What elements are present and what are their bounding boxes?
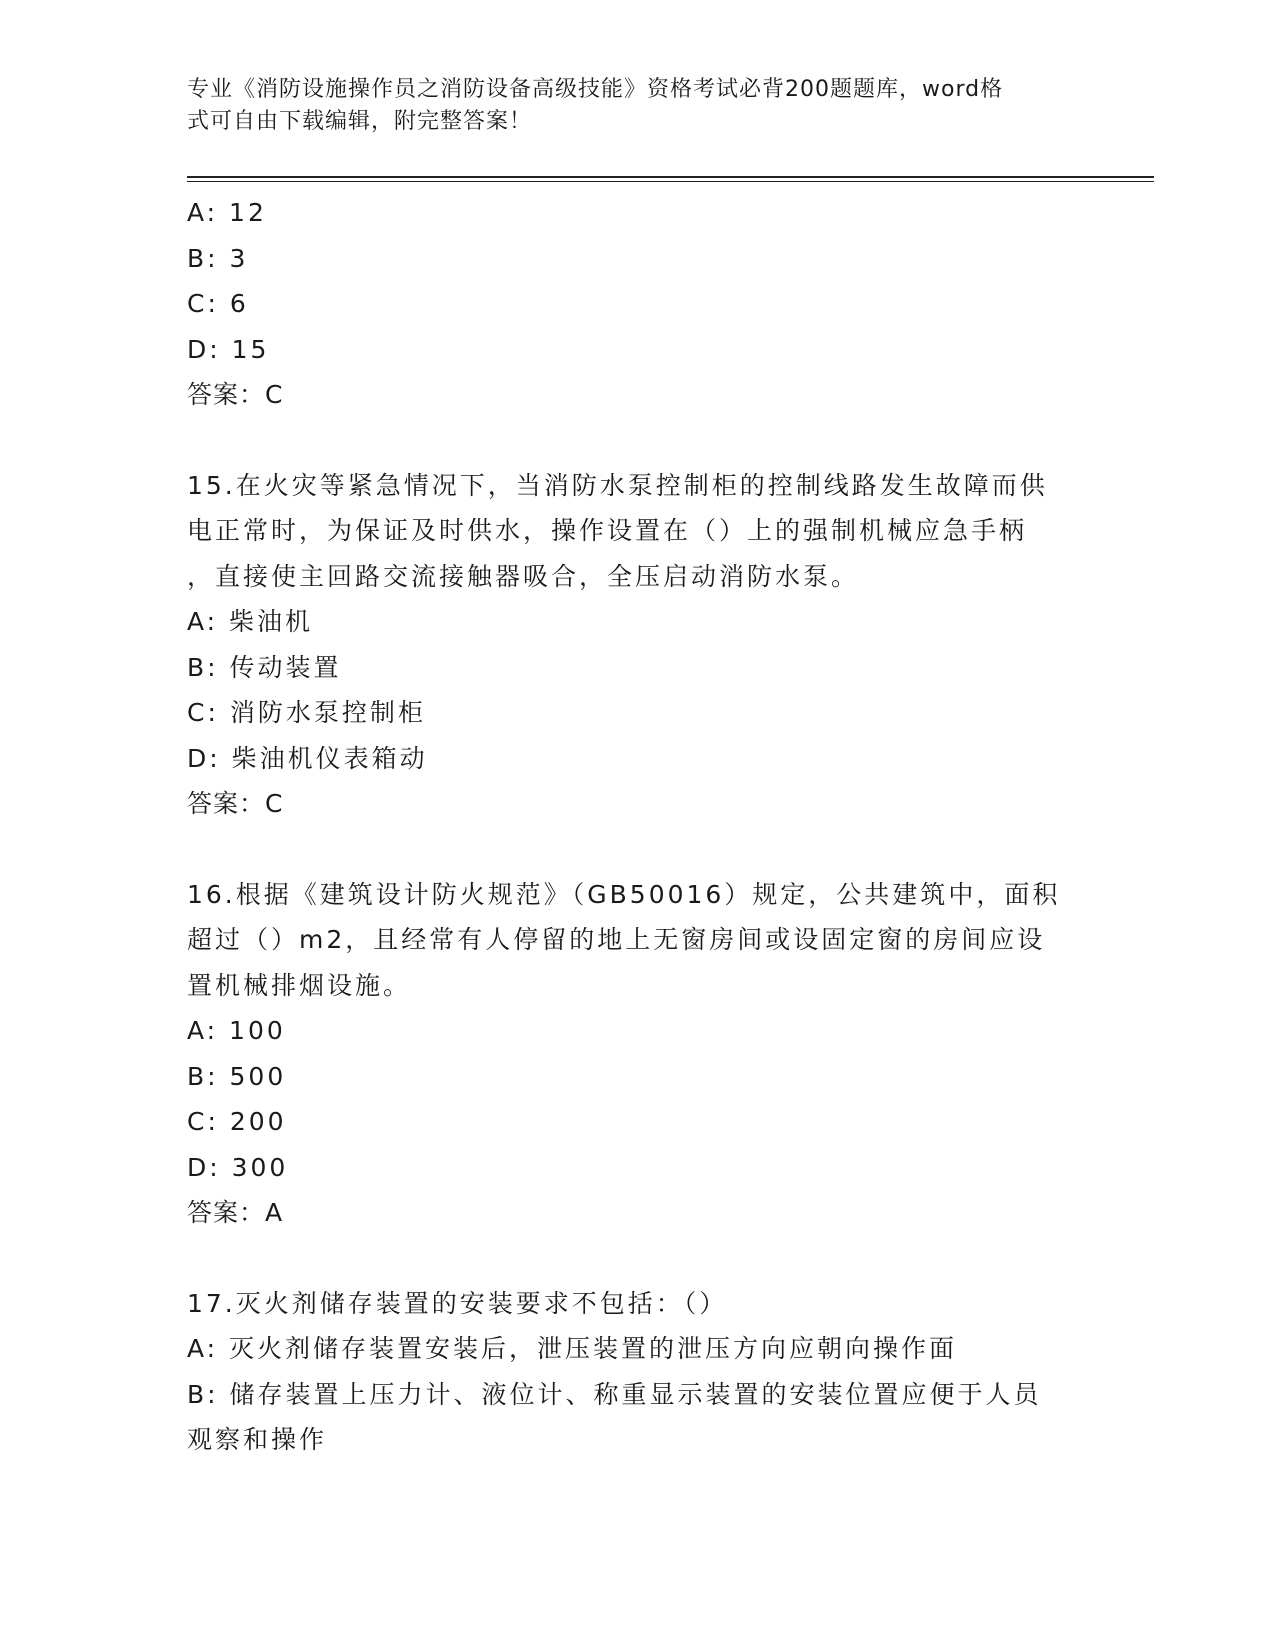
- option-d: D: 15: [187, 334, 270, 364]
- answer-line: 答案：C: [187, 380, 284, 409]
- document-header: [187, 74, 1067, 138]
- question-text: [187, 872, 1077, 1009]
- question-15: [187, 463, 1087, 827]
- question-text: [187, 463, 1077, 600]
- question-14-tail: [187, 190, 1087, 418]
- answer-line: 答案：C: [187, 789, 284, 818]
- option-c: C: 6: [187, 289, 249, 318]
- option-a: A: 灭火剂储存装置安装后，泄压装置的泄压方向应朝向操作面: [187, 1334, 958, 1363]
- option-b-continued: 观察和操作: [187, 1425, 328, 1454]
- option-b: B: 传动装置: [187, 652, 342, 682]
- option-b: B: 3: [187, 243, 249, 273]
- option-d: D: 300: [187, 1152, 289, 1182]
- header-rule-thin: [187, 181, 1154, 182]
- header-title-line-2: 式可自由下载编辑，附完整答案！: [187, 109, 533, 134]
- question-16: [187, 872, 1087, 1236]
- option-d: D: 柴油机仪表箱动: [187, 743, 428, 773]
- option-c: C: 200: [187, 1107, 287, 1136]
- option-c: C: 消防水泵控制柜: [187, 698, 426, 727]
- question-text-line: 17.灭火剂储存装置的安装要求不包括：（）: [187, 1288, 728, 1318]
- option-a: A: 柴油机: [187, 607, 314, 636]
- option-b: B: 储存装置上压力计、液位计、称重显示装置的安装位置应便于人员: [187, 1379, 1042, 1409]
- header-title-line-1: 专业《消防设施操作员之消防设备高级技能》资格考试必背200题题库，word格: [187, 77, 1004, 102]
- question-text-line: 超过（）m2，且经常有人停留的地上无窗房间或设固定窗的房间应设: [187, 925, 1046, 954]
- option-a: A: 12: [187, 198, 267, 227]
- option-b: B: 500: [187, 1061, 287, 1091]
- question-17: [187, 1281, 1087, 1463]
- question-text-line: 电正常时，为保证及时供水，操作设置在（）上的强制机械应急手柄: [187, 516, 1028, 545]
- question-text-line: 16.根据《建筑设计防火规范》（GB50016）规定，公共建筑中，面积: [187, 879, 1061, 909]
- answer-line: 答案：A: [187, 1198, 284, 1227]
- question-text-line: 15.在火灾等紧急情况下，当消防水泵控制柜的控制线路发生故障而供: [187, 470, 1048, 500]
- option-a: A: 100: [187, 1016, 286, 1045]
- question-text-line: 置机械排烟设施。: [187, 970, 412, 1000]
- question-text-line: ，直接使主回路交流接触器吸合，全压启动消防水泵。: [187, 561, 860, 591]
- header-rule-thick: [187, 176, 1154, 178]
- question-content: [187, 190, 1087, 1463]
- question-text: [187, 1281, 1077, 1327]
